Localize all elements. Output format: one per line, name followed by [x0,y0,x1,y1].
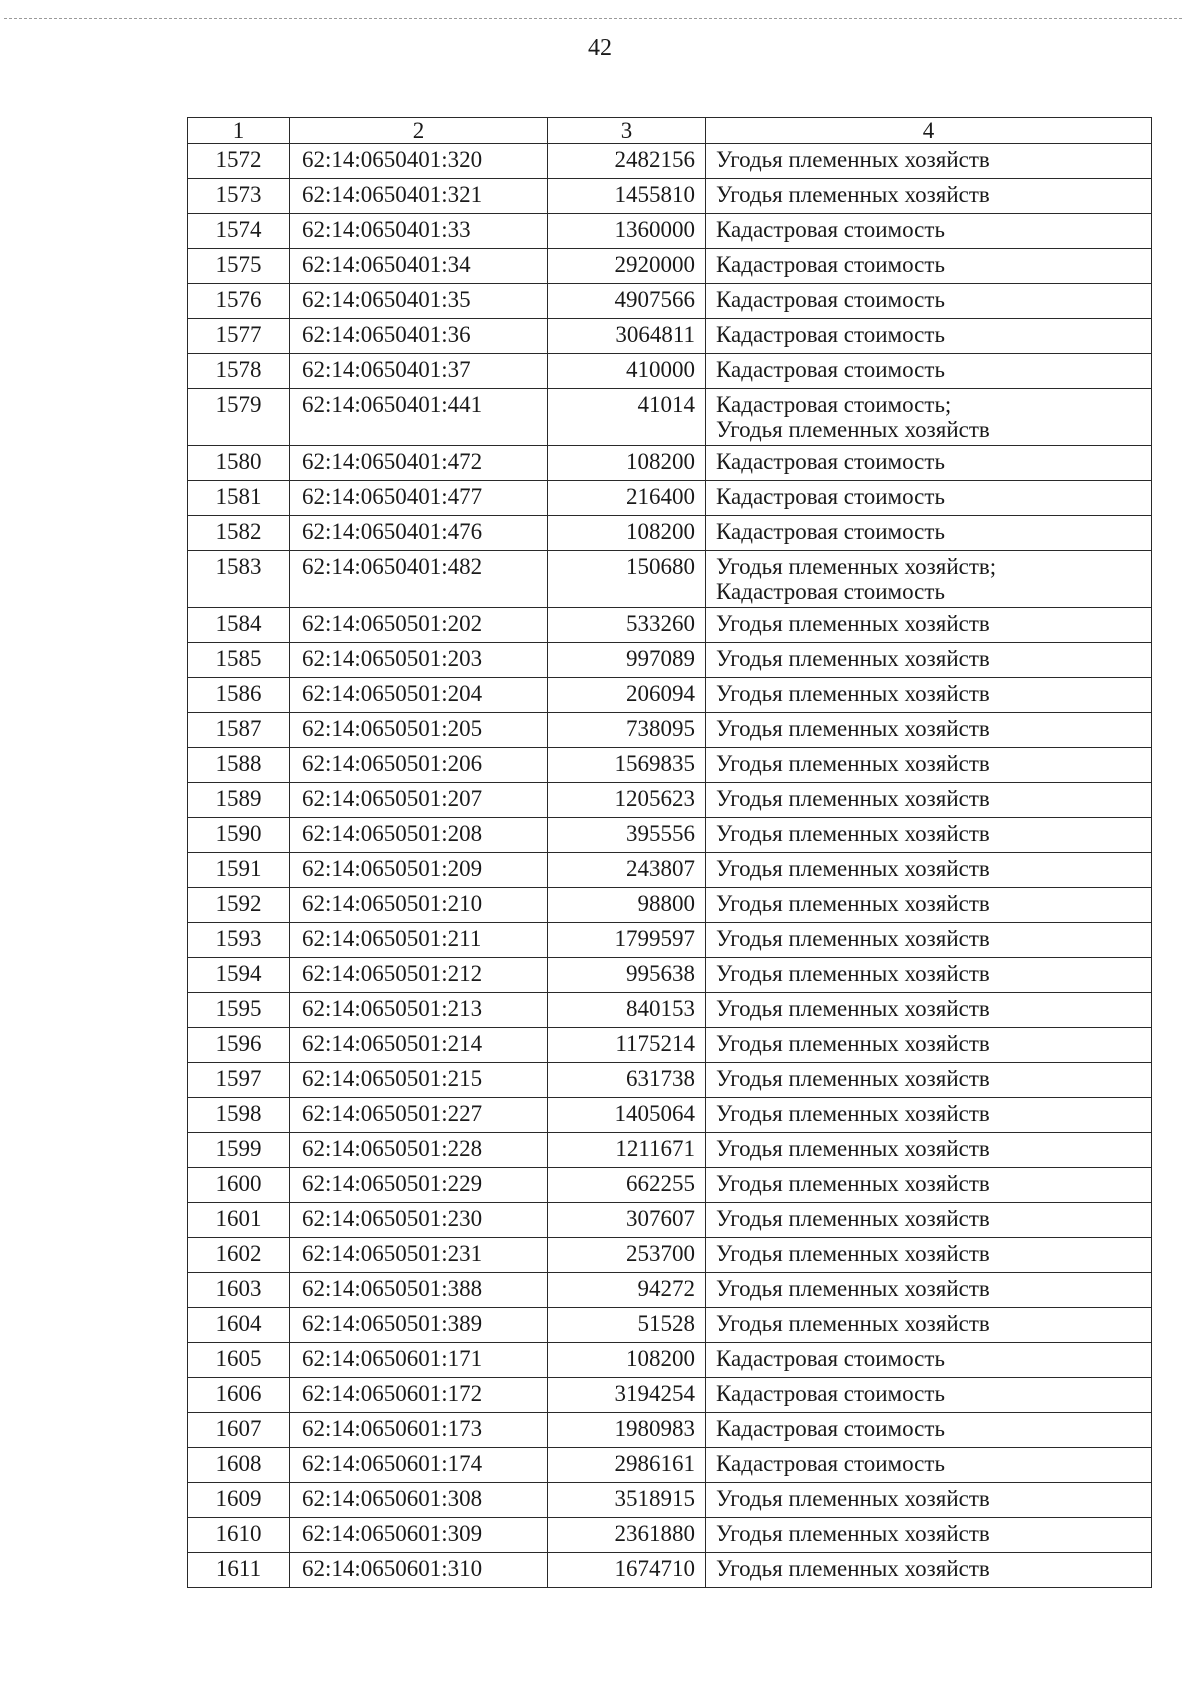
table-row [188,481,1152,516]
cadastral-number-cell: 62:14:0650601:309 [290,1518,548,1553]
row-number-cell: 1595 [188,993,290,1028]
scan-edge-line [4,18,1182,19]
table-row [188,446,1152,481]
description-cell [706,1483,1152,1518]
table-row [188,1273,1152,1308]
value-cell: 2986161 [548,1448,706,1483]
description-line: Угодья племенных хозяйств [716,1241,990,1266]
value-cell: 108200 [548,516,706,551]
cadastral-number-cell: 62:14:0650401:37 [290,354,548,389]
cadastral-number-cell: 62:14:0650501:208 [290,818,548,853]
column-header-4: 4 [706,118,1152,144]
cadastral-number-cell: 62:14:0650501:388 [290,1273,548,1308]
description-line: Угодья племенных хозяйств [716,856,990,881]
description-cell [706,1098,1152,1133]
value-cell: 108200 [548,1343,706,1378]
cadastral-number-cell: 62:14:0650501:213 [290,993,548,1028]
cadastral-number-cell: 62:14:0650401:482 [290,551,548,608]
table-row [188,551,1152,608]
table-row [188,179,1152,214]
table-row [188,1518,1152,1553]
row-number-cell: 1608 [188,1448,290,1483]
column-header-2: 2 [290,118,548,144]
table-row [188,249,1152,284]
row-number-cell: 1610 [188,1518,290,1553]
table-row [188,516,1152,551]
value-cell: 243807 [548,853,706,888]
value-cell: 216400 [548,481,706,516]
description-line: Кадастровая стоимость [716,322,945,347]
row-number-cell: 1579 [188,389,290,446]
row-number-cell: 1605 [188,1343,290,1378]
table-row [188,214,1152,249]
value-cell: 3518915 [548,1483,706,1518]
description-cell [706,1343,1152,1378]
table-row [188,1063,1152,1098]
description-cell [706,551,1152,608]
row-number-cell: 1602 [188,1238,290,1273]
value-cell: 307607 [548,1203,706,1238]
table-row [188,1448,1152,1483]
value-cell: 533260 [548,608,706,643]
table-row [188,1308,1152,1343]
value-cell: 108200 [548,446,706,481]
description-cell [706,179,1152,214]
cadastral-number-cell: 62:14:0650501:204 [290,678,548,713]
description-line: Кадастровая стоимость [716,357,945,382]
cadastral-number-cell: 62:14:0650501:202 [290,608,548,643]
value-cell: 41014 [548,389,706,446]
cadastral-number-cell: 62:14:0650501:209 [290,853,548,888]
row-number-cell: 1580 [188,446,290,481]
table-row [188,1238,1152,1273]
table-row [188,1098,1152,1133]
description-line: Угодья племенных хозяйств [716,1101,990,1126]
description-line: Угодья племенных хозяйств [716,1486,990,1511]
value-cell: 410000 [548,354,706,389]
row-number-cell: 1592 [188,888,290,923]
value-cell: 3194254 [548,1378,706,1413]
cadastral-number-cell: 62:14:0650501:214 [290,1028,548,1063]
cadastral-number-cell: 62:14:0650601:308 [290,1483,548,1518]
description-line: Угодья племенных хозяйств [716,1171,990,1196]
description-line: Угодья племенных хозяйств [716,1066,990,1091]
cadastral-number-cell: 62:14:0650501:389 [290,1308,548,1343]
cadastral-number-cell: 62:14:0650401:321 [290,179,548,214]
description-cell [706,1413,1152,1448]
description-cell [706,481,1152,516]
description-cell [706,249,1152,284]
description-line: Угодья племенных хозяйств [716,716,990,741]
table-row [188,923,1152,958]
value-cell: 1455810 [548,179,706,214]
cadastral-number-cell: 62:14:0650401:476 [290,516,548,551]
cadastral-number-cell: 62:14:0650501:203 [290,643,548,678]
table-row [188,678,1152,713]
column-header-1: 1 [188,118,290,144]
cadastral-number-cell: 62:14:0650601:173 [290,1413,548,1448]
description-line: Кадастровая стоимость [716,1451,945,1476]
row-number-cell: 1600 [188,1168,290,1203]
row-number-cell: 1601 [188,1203,290,1238]
row-number-cell: 1574 [188,214,290,249]
row-number-cell: 1575 [188,249,290,284]
description-line: Угодья племенных хозяйств [716,182,990,207]
value-cell: 1360000 [548,214,706,249]
row-number-cell: 1596 [188,1028,290,1063]
cadastral-number-cell: 62:14:0650501:212 [290,958,548,993]
table-row [188,643,1152,678]
row-number-cell: 1576 [188,284,290,319]
row-number-cell: 1598 [188,1098,290,1133]
description-cell [706,783,1152,818]
table-row [188,1378,1152,1413]
table-row [188,389,1152,446]
value-cell: 3064811 [548,319,706,354]
description-cell [706,643,1152,678]
cadastral-number-cell: 62:14:0650401:441 [290,389,548,446]
description-line: Угодья племенных хозяйств [716,147,990,172]
value-cell: 1205623 [548,783,706,818]
value-cell: 1799597 [548,923,706,958]
description-cell [706,284,1152,319]
value-cell: 1980983 [548,1413,706,1448]
value-cell: 253700 [548,1238,706,1273]
table-row [188,354,1152,389]
description-cell [706,1308,1152,1343]
table-row [188,888,1152,923]
cadastral-number-cell: 62:14:0650501:227 [290,1098,548,1133]
table-row [188,748,1152,783]
row-number-cell: 1609 [188,1483,290,1518]
row-number-cell: 1590 [188,818,290,853]
description-line: Угодья племенных хозяйств [716,681,990,706]
description-cell [706,608,1152,643]
value-cell: 395556 [548,818,706,853]
description-cell [706,713,1152,748]
description-line: Кадастровая стоимость; [716,392,952,417]
cadastral-number-cell: 62:14:0650601:310 [290,1553,548,1588]
row-number-cell: 1585 [188,643,290,678]
description-cell [706,1063,1152,1098]
table-row [188,1028,1152,1063]
description-cell [706,1448,1152,1483]
description-cell [706,678,1152,713]
cadastral-number-cell: 62:14:0650501:205 [290,713,548,748]
value-cell: 4907566 [548,284,706,319]
description-line: Кадастровая стоимость [716,1381,945,1406]
description-line: Кадастровая стоимость [716,287,945,312]
table-row [188,783,1152,818]
table-row [188,993,1152,1028]
description-cell [706,1378,1152,1413]
row-number-cell: 1606 [188,1378,290,1413]
cadastral-number-cell: 62:14:0650401:34 [290,249,548,284]
value-cell: 98800 [548,888,706,923]
cadastral-number-cell: 62:14:0650401:36 [290,319,548,354]
description-line: Угодья племенных хозяйств [716,1276,990,1301]
description-line: Угодья племенных хозяйств [716,1206,990,1231]
description-cell [706,888,1152,923]
value-cell: 631738 [548,1063,706,1098]
row-number-cell: 1588 [188,748,290,783]
description-line: Угодья племенных хозяйств [716,611,990,636]
table-row [188,144,1152,179]
value-cell: 1569835 [548,748,706,783]
table-row [188,1203,1152,1238]
description-cell [706,1203,1152,1238]
row-number-cell: 1572 [188,144,290,179]
data-table [187,117,1152,1588]
description-line: Угодья племенных хозяйств [716,961,990,986]
description-cell [706,1553,1152,1588]
description-line: Угодья племенных хозяйств [716,1136,990,1161]
table-row [188,284,1152,319]
row-number-cell: 1604 [188,1308,290,1343]
description-cell [706,214,1152,249]
table-row [188,1168,1152,1203]
value-cell: 662255 [548,1168,706,1203]
description-cell [706,923,1152,958]
description-cell [706,1168,1152,1203]
cadastral-number-cell: 62:14:0650401:477 [290,481,548,516]
value-cell: 840153 [548,993,706,1028]
description-cell [706,818,1152,853]
row-number-cell: 1593 [188,923,290,958]
table-row [188,853,1152,888]
value-cell: 206094 [548,678,706,713]
description-line: Угодья племенных хозяйств; [716,554,997,579]
row-number-cell: 1573 [188,179,290,214]
description-line: Угодья племенных хозяйств [716,926,990,951]
row-number-cell: 1584 [188,608,290,643]
value-cell: 150680 [548,551,706,608]
row-number-cell: 1611 [188,1553,290,1588]
row-number-cell: 1583 [188,551,290,608]
table-row [188,1133,1152,1168]
row-number-cell: 1577 [188,319,290,354]
description-cell [706,446,1152,481]
description-cell [706,516,1152,551]
description-line: Угодья племенных хозяйств [716,1031,990,1056]
description-cell [706,958,1152,993]
table-row [188,1413,1152,1448]
cadastral-number-cell: 62:14:0650401:35 [290,284,548,319]
row-number-cell: 1591 [188,853,290,888]
description-cell [706,748,1152,783]
row-number-cell: 1597 [188,1063,290,1098]
description-line: Угодья племенных хозяйств [716,1311,990,1336]
value-cell: 1405064 [548,1098,706,1133]
value-cell: 94272 [548,1273,706,1308]
description-cell [706,354,1152,389]
description-line: Кадастровая стоимость [716,217,945,242]
cadastral-number-cell: 62:14:0650501:230 [290,1203,548,1238]
row-number-cell: 1594 [188,958,290,993]
table-row [188,1483,1152,1518]
cadastral-number-cell: 62:14:0650401:320 [290,144,548,179]
table-row [188,958,1152,993]
row-number-cell: 1587 [188,713,290,748]
cadastral-number-cell: 62:14:0650501:207 [290,783,548,818]
row-number-cell: 1603 [188,1273,290,1308]
cadastral-number-cell: 62:14:0650401:33 [290,214,548,249]
description-cell [706,1273,1152,1308]
value-cell: 997089 [548,643,706,678]
cadastral-number-cell: 62:14:0650501:229 [290,1168,548,1203]
description-cell [706,1133,1152,1168]
cadastral-number-cell: 62:14:0650501:215 [290,1063,548,1098]
row-number-cell: 1582 [188,516,290,551]
value-cell: 1674710 [548,1553,706,1588]
description-line: Угодья племенных хозяйств [716,996,990,1021]
description-cell [706,389,1152,446]
description-line: Кадастровая стоимость [716,1416,945,1441]
cadastral-number-cell: 62:14:0650601:174 [290,1448,548,1483]
description-line: Кадастровая стоимость [716,252,945,277]
description-cell [706,319,1152,354]
description-line: Угодья племенных хозяйств [716,1556,990,1581]
table-row [188,713,1152,748]
description-line: Кадастровая стоимость [716,1346,945,1371]
description-line: Кадастровая стоимость [716,484,945,509]
column-header-3: 3 [548,118,706,144]
value-cell: 738095 [548,713,706,748]
description-cell [706,1028,1152,1063]
cadastral-number-cell: 62:14:0650601:172 [290,1378,548,1413]
value-cell: 1175214 [548,1028,706,1063]
table-row [188,818,1152,853]
description-line: Угодья племенных хозяйств [716,821,990,846]
cadastral-number-cell: 62:14:0650501:231 [290,1238,548,1273]
row-number-cell: 1607 [188,1413,290,1448]
value-cell: 2361880 [548,1518,706,1553]
cadastral-number-cell: 62:14:0650401:472 [290,446,548,481]
table-row [188,1553,1152,1588]
description-line: Угодья племенных хозяйств [716,891,990,916]
value-cell: 2920000 [548,249,706,284]
description-line: Кадастровая стоимость [716,519,945,544]
table-row [188,1343,1152,1378]
cadastral-number-cell: 62:14:0650501:211 [290,923,548,958]
table-body [188,118,1152,1588]
value-cell: 51528 [548,1308,706,1343]
table-row [188,319,1152,354]
value-cell: 995638 [548,958,706,993]
description-cell [706,1518,1152,1553]
description-cell [706,993,1152,1028]
page-number: 42 [588,35,612,61]
description-line: Кадастровая стоимость [716,449,945,474]
description-line: Угодья племенных хозяйств [716,786,990,811]
row-number-cell: 1578 [188,354,290,389]
row-number-cell: 1586 [188,678,290,713]
description-cell [706,853,1152,888]
value-cell: 2482156 [548,144,706,179]
description-line: Угодья племенных хозяйств [716,417,990,442]
table-row [188,608,1152,643]
description-cell [706,1238,1152,1273]
description-line: Угодья племенных хозяйств [716,1521,990,1546]
row-number-cell: 1599 [188,1133,290,1168]
table-header-row [188,118,1152,144]
value-cell: 1211671 [548,1133,706,1168]
cadastral-number-cell: 62:14:0650501:206 [290,748,548,783]
cadastral-number-cell: 62:14:0650601:171 [290,1343,548,1378]
cadastral-number-cell: 62:14:0650501:228 [290,1133,548,1168]
row-number-cell: 1589 [188,783,290,818]
description-line: Угодья племенных хозяйств [716,646,990,671]
description-line: Угодья племенных хозяйств [716,751,990,776]
description-cell [706,144,1152,179]
cadastral-number-cell: 62:14:0650501:210 [290,888,548,923]
row-number-cell: 1581 [188,481,290,516]
description-line: Кадастровая стоимость [716,579,945,604]
